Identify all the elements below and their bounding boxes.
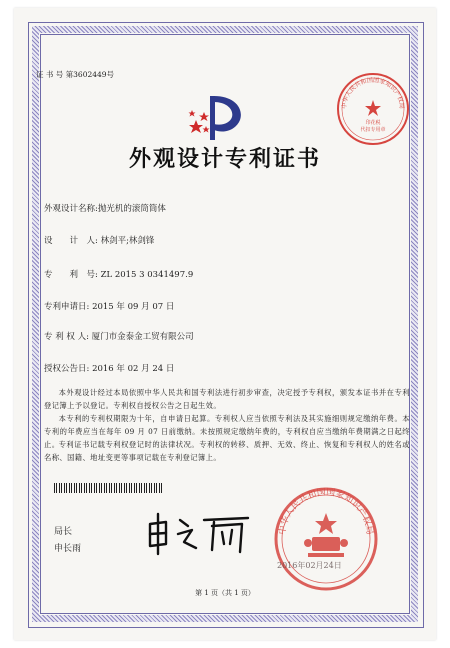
designer: 设 计 人: 林剑平;林剑锋 [44, 236, 155, 246]
signatory-title: 局长 [54, 527, 73, 537]
barcode [54, 483, 162, 493]
seal-arc-text: 中华人民共和国国家知识产权局 [277, 487, 375, 536]
patentee: 专 利 权 人: 厦门市金泰金工贸有限公司 [44, 332, 194, 342]
patent-number: 专 利 号: ZL 2015 3 0341497.9 [44, 270, 194, 280]
sipo-logo-icon [184, 90, 248, 146]
tax-stamp-icon [334, 70, 412, 148]
signature-icon [144, 508, 254, 558]
paragraph-1: 本外观设计经过本局依照中华人民共和国专利法进行初步审查，决定授予专利权，颁发本证书并在专利登记簿上予以登记。专利权自授权公告之日起生效。 [44, 388, 410, 410]
design-name: 外观设计名称:抛光机的滚筒筒体 [44, 204, 166, 214]
paragraph-2: 本专利的专利权期限为十年，自申请日起算。专利权人应当依照专利法及其实施细则规定缴纳年费。本专利的年费应当在每年 09 月 07 日前缴纳。未按照规定缴纳年费的，专利权自应当缴纳年费期满之日起终止。 [44, 414, 410, 449]
certificate-title: 外观设计专利证书 [128, 146, 321, 172]
seal-date: 2016年02月24日 [277, 561, 342, 570]
page-footer: 第 1 页（共 1 页） [195, 589, 255, 597]
grant-date: 授权公告日: 2016 年 02 月 24 日 [44, 364, 175, 374]
signatory-name: 申长雨 [54, 544, 82, 554]
stamp-inner-1: 印花税 [365, 120, 381, 126]
certificate-number: 证 书 号 第3602449号 [36, 70, 115, 79]
official-seal-icon [266, 485, 386, 593]
certificate-page [14, 8, 436, 640]
paragraph-3: 专利证书记载专利权登记时的法律状况。专利权的转移、质押、无效、终止、恢复和专利权人的姓名或名称、国籍、地址变更等事项记载在专利登记簿上。 [44, 440, 410, 462]
stamp-arc-text: 中华人民共和国国家知识产权局 [340, 76, 406, 110]
stamp-inner-2: 代扣专用章 [360, 127, 386, 133]
filing-date: 专利申请日: 2015 年 09 月 07 日 [44, 302, 175, 312]
